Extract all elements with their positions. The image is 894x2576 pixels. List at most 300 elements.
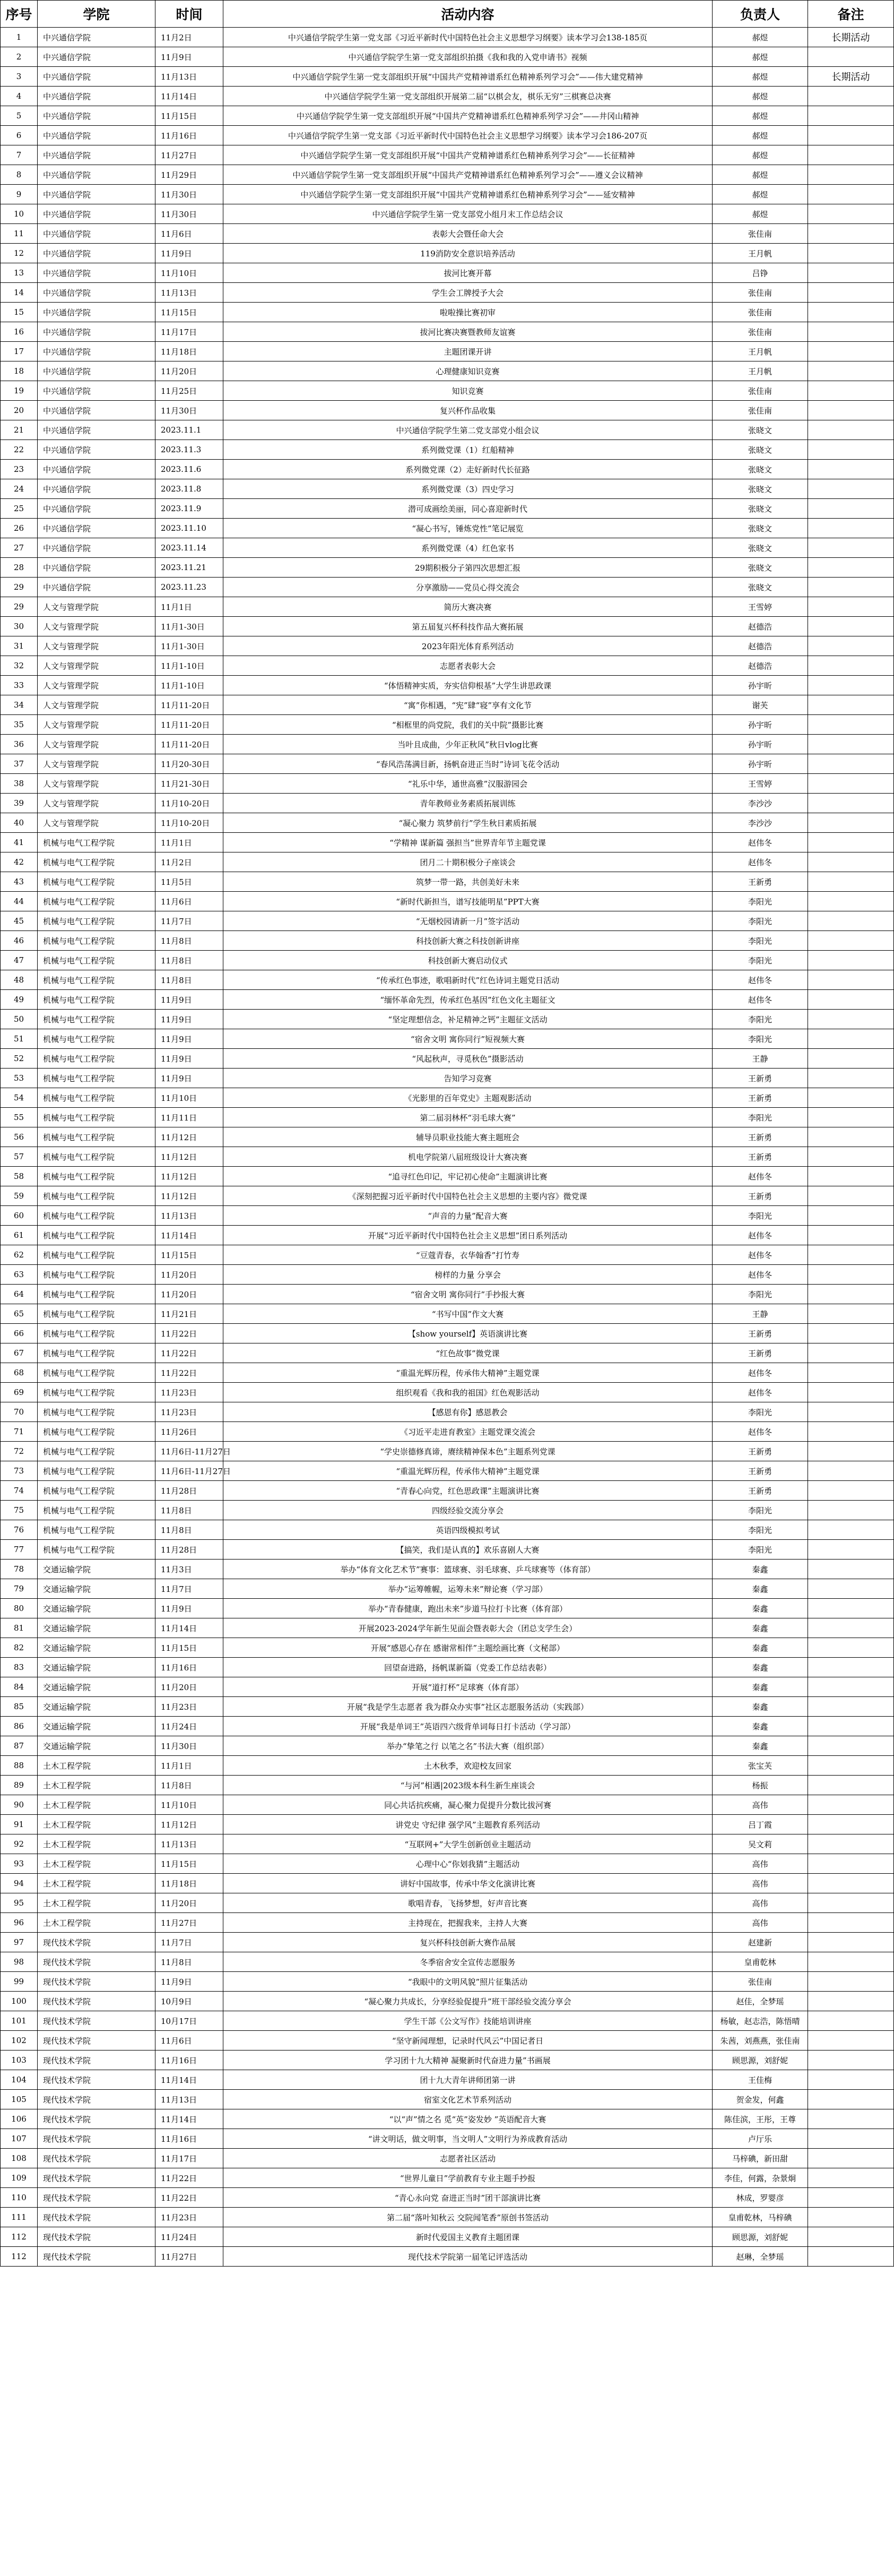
cell-no: 44 (1, 892, 38, 911)
cell-note (808, 636, 894, 656)
cell-college: 机械与电气工程学院 (38, 1069, 155, 1088)
cell-responsible: 张佳南 (713, 1972, 808, 1992)
table-row (1, 1658, 894, 1677)
cell-college: 机械与电气工程学院 (38, 1206, 155, 1226)
cell-responsible: 顾思源，刘舒妮 (713, 2051, 808, 2070)
cell-note (808, 951, 894, 970)
cell-activity: 宿室文化艺术节系列活动 (223, 2090, 713, 2109)
cell-activity: 系列微党课（3）四史学习 (223, 479, 713, 499)
table-row (1, 499, 894, 519)
cell-no: 6 (1, 126, 38, 145)
cell-time: 11月23日 (155, 1697, 223, 1717)
cell-note (808, 1324, 894, 1343)
cell-responsible: 高伟 (713, 1854, 808, 1874)
cell-note: 长期活动 (808, 67, 894, 87)
cell-college: 人文与管理学院 (38, 617, 155, 636)
table-row (1, 617, 894, 636)
cell-activity: 中兴通信学院学生第一党支部组织开展“中国共产党精神谱系红色精神系列学习会”——伟大建党精神 (223, 67, 713, 87)
table-row (1, 1481, 894, 1501)
cell-note (808, 1343, 894, 1363)
table-row (1, 1952, 894, 1972)
cell-college: 现代技术学院 (38, 1952, 155, 1972)
cell-responsible: 赵德浩 (713, 656, 808, 676)
cell-time: 11月8日 (155, 1520, 223, 1540)
cell-note (808, 1717, 894, 1736)
cell-activity: 【搞笑，我们是认真的】欢乐喜剧人大赛 (223, 1540, 713, 1560)
cell-activity: 中兴通信学院学生第一党支部组织开展“中国共产党精神谱系红色精神系列学习会”——井冈山精神 (223, 106, 713, 126)
cell-no: 17 (1, 342, 38, 361)
header-no: 序号 (1, 1, 38, 28)
table-row (1, 833, 894, 852)
cell-college: 中兴通信学院 (38, 578, 155, 597)
cell-responsible: 赵伟冬 (713, 1167, 808, 1186)
cell-note (808, 1697, 894, 1717)
cell-activity: 复兴杯作品收集 (223, 401, 713, 420)
table-body (1, 28, 894, 2267)
cell-responsible: 王静 (713, 1304, 808, 1324)
cell-college: 机械与电气工程学院 (38, 833, 155, 852)
cell-note (808, 892, 894, 911)
table-row (1, 361, 894, 381)
cell-time: 11月22日 (155, 2168, 223, 2188)
cell-college: 现代技术学院 (38, 2031, 155, 2051)
cell-responsible: 王佳梅 (713, 2070, 808, 2090)
cell-college: 机械与电气工程学院 (38, 1383, 155, 1402)
cell-activity: 《习近平走进育教室》主题党课交流会 (223, 1422, 713, 1442)
cell-college: 人文与管理学院 (38, 676, 155, 695)
cell-time: 11月6日 (155, 224, 223, 244)
cell-college: 土木工程学院 (38, 1795, 155, 1815)
cell-college: 机械与电气工程学院 (38, 1461, 155, 1481)
cell-responsible: 孙宇昕 (713, 735, 808, 754)
cell-activity: 中兴通信学院学生第一党支部组织开展“中国共产党精神谱系红色精神系列学习会”——遵义会议精神 (223, 165, 713, 185)
cell-activity: “重温光辉历程，传承伟大精神”主题党课 (223, 1363, 713, 1383)
cell-note (808, 1913, 894, 1933)
cell-activity: “重温光辉历程，传承伟大精神”主题党课 (223, 1461, 713, 1481)
cell-college: 机械与电气工程学院 (38, 1167, 155, 1186)
cell-college: 现代技术学院 (38, 2090, 155, 2109)
cell-activity: 当叶且成曲，少年正秋风”秋日vlog比赛 (223, 735, 713, 754)
cell-note (808, 1677, 894, 1697)
table-row (1, 440, 894, 460)
cell-college: 中兴通信学院 (38, 538, 155, 558)
cell-note (808, 1049, 894, 1069)
table-row (1, 1010, 894, 1029)
cell-time: 11月9日 (155, 990, 223, 1010)
table-row (1, 67, 894, 87)
cell-note (808, 970, 894, 990)
table-row (1, 2090, 894, 2109)
cell-college: 现代技术学院 (38, 2208, 155, 2227)
cell-time: 11月16日 (155, 2051, 223, 2070)
cell-time: 11月13日 (155, 283, 223, 303)
cell-activity: 土木秋季，欢迎校友回家 (223, 1756, 713, 1776)
cell-note (808, 735, 894, 754)
cell-responsible: 王新勇 (713, 1147, 808, 1167)
cell-college: 交通运输学院 (38, 1697, 155, 1717)
cell-note (808, 361, 894, 381)
cell-responsible: 李阳光 (713, 892, 808, 911)
cell-college: 中兴通信学院 (38, 185, 155, 204)
cell-responsible: 王新勇 (713, 1343, 808, 1363)
cell-time: 2023.11.14 (155, 538, 223, 558)
table-row (1, 2149, 894, 2168)
table-row (1, 1108, 894, 1127)
cell-no: 22 (1, 440, 38, 460)
cell-responsible: 张晓文 (713, 519, 808, 538)
cell-responsible: 朱茜，刘燕燕，张佳南 (713, 2031, 808, 2051)
table-row (1, 2051, 894, 2070)
cell-activity: “追寻红色印记，牢记初心使命”主题演讲比赛 (223, 1167, 713, 1186)
cell-no: 72 (1, 1442, 38, 1461)
table-row (1, 1579, 894, 1599)
cell-college: 机械与电气工程学院 (38, 1088, 155, 1108)
cell-time: 11月23日 (155, 1383, 223, 1402)
cell-no: 33 (1, 676, 38, 695)
cell-time: 11月17日 (155, 322, 223, 342)
cell-no: 99 (1, 1972, 38, 1992)
cell-college: 现代技术学院 (38, 2168, 155, 2188)
cell-no: 93 (1, 1854, 38, 1874)
cell-time: 11月28日 (155, 1540, 223, 1560)
cell-note (808, 1933, 894, 1952)
cell-responsible: 马梓碘，新田甜 (713, 2149, 808, 2168)
cell-note (808, 1029, 894, 1049)
cell-responsible: 皇甫乾林，马梓碘 (713, 2208, 808, 2227)
table-row (1, 2208, 894, 2227)
cell-time: 11月1日 (155, 597, 223, 617)
cell-note (808, 322, 894, 342)
cell-time: 11月6日 (155, 892, 223, 911)
cell-activity: “相框里的尚党院，我们的关中院”摄影比赛 (223, 715, 713, 735)
cell-responsible: 王新勇 (713, 1069, 808, 1088)
cell-note (808, 2247, 894, 2267)
cell-responsible: 高伟 (713, 1874, 808, 1893)
cell-responsible: 张晓文 (713, 460, 808, 479)
cell-no: 63 (1, 1265, 38, 1285)
table-row (1, 2188, 894, 2208)
table-row (1, 1285, 894, 1304)
cell-activity: “缅怀革命先烈，传承红色基因”红色文化主题征文 (223, 990, 713, 1010)
cell-note (808, 794, 894, 813)
cell-no: 24 (1, 479, 38, 499)
cell-activity: “我眼中的文明风貌”照片征集活动 (223, 1972, 713, 1992)
table-header (1, 1, 894, 28)
cell-responsible: 赵伟冬 (713, 852, 808, 872)
cell-college: 中兴通信学院 (38, 67, 155, 87)
cell-responsible: 高伟 (713, 1893, 808, 1913)
cell-note (808, 479, 894, 499)
table-row (1, 951, 894, 970)
cell-activity: 开展“我是单词王”英语四六级背单词每日打卡活动（学习部） (223, 1717, 713, 1736)
cell-time: 11月22日 (155, 1363, 223, 1383)
cell-college: 中兴通信学院 (38, 244, 155, 263)
cell-activity: 拔河比赛开幕 (223, 263, 713, 283)
cell-college: 机械与电气工程学院 (38, 1265, 155, 1285)
cell-note (808, 145, 894, 165)
cell-college: 中兴通信学院 (38, 361, 155, 381)
cell-no: 9 (1, 185, 38, 204)
cell-note (808, 1206, 894, 1226)
cell-time: 2023.11.23 (155, 578, 223, 597)
table-row (1, 1795, 894, 1815)
cell-responsible: 李阳光 (713, 1520, 808, 1540)
cell-time: 11月1日 (155, 1756, 223, 1776)
cell-activity: 学生会工牌授予大会 (223, 283, 713, 303)
table-row (1, 1422, 894, 1442)
cell-time: 11月12日 (155, 1147, 223, 1167)
cell-responsible: 赵伟冬 (713, 970, 808, 990)
cell-activity: 开展“习近平新时代中国特色社会主义思想”团日系列活动 (223, 1226, 713, 1245)
cell-responsible: 吕丁霞 (713, 1815, 808, 1834)
cell-responsible: 赵伟冬 (713, 833, 808, 852)
table-row (1, 695, 894, 715)
cell-activity: “宿舍文明 寓你同行”手抄报大赛 (223, 1285, 713, 1304)
cell-activity: 系列微党课（4）红色家书 (223, 538, 713, 558)
cell-college: 机械与电气工程学院 (38, 931, 155, 951)
cell-time: 11月9日 (155, 1069, 223, 1088)
table-row (1, 204, 894, 224)
cell-note (808, 47, 894, 67)
cell-activity: “寓”你相遇，“宪”肆“寝”享有文化节 (223, 695, 713, 715)
cell-time: 11月8日 (155, 1952, 223, 1972)
cell-activity: 中兴通信学院学生第一党支部《习近平新时代中国特色社会主义思想学习纲要》读本学习会138-185页 (223, 28, 713, 47)
cell-activity: “书写中国”作文大赛 (223, 1304, 713, 1324)
table-row (1, 28, 894, 47)
cell-note (808, 244, 894, 263)
table-row (1, 2168, 894, 2188)
cell-note (808, 1992, 894, 2011)
cell-time: 11月8日 (155, 970, 223, 990)
cell-note (808, 2031, 894, 2051)
cell-time: 11月1日 (155, 833, 223, 852)
cell-note (808, 1285, 894, 1304)
table-row (1, 990, 894, 1010)
cell-no: 91 (1, 1815, 38, 1834)
cell-college: 机械与电气工程学院 (38, 911, 155, 931)
cell-activity: “学精神 谋新篇 强担当”世界青年节主题党课 (223, 833, 713, 852)
cell-time: 11月8日 (155, 951, 223, 970)
cell-time: 11月29日 (155, 165, 223, 185)
cell-activity: 志愿者表彰大会 (223, 656, 713, 676)
table-row (1, 401, 894, 420)
cell-college: 机械与电气工程学院 (38, 1029, 155, 1049)
cell-time: 11月12日 (155, 1815, 223, 1834)
cell-note (808, 1579, 894, 1599)
cell-time: 11月22日 (155, 1324, 223, 1343)
cell-no: 42 (1, 852, 38, 872)
cell-college: 中兴通信学院 (38, 87, 155, 106)
cell-college: 现代技术学院 (38, 1972, 155, 1992)
cell-activity: “体悟精神实质，夯实信仰根基”大学生讲思政课 (223, 676, 713, 695)
cell-time: 11月30日 (155, 401, 223, 420)
cell-responsible: 张佳南 (713, 401, 808, 420)
cell-no: 101 (1, 2011, 38, 2031)
cell-note (808, 1736, 894, 1756)
cell-note (808, 204, 894, 224)
table-row (1, 1069, 894, 1088)
cell-no: 106 (1, 2109, 38, 2129)
cell-responsible: 郝煜 (713, 106, 808, 126)
cell-time: 11月14日 (155, 2070, 223, 2090)
table-row (1, 1442, 894, 1461)
cell-note (808, 381, 894, 401)
cell-activity: 第二届“落叶知秋云 交院闻笔香”原创书签活动 (223, 2208, 713, 2227)
table-row (1, 185, 894, 204)
cell-college: 现代技术学院 (38, 2227, 155, 2247)
cell-note (808, 2149, 894, 2168)
cell-college: 人文与管理学院 (38, 597, 155, 617)
cell-responsible: 郝煜 (713, 185, 808, 204)
cell-time: 11月12日 (155, 1167, 223, 1186)
cell-college: 人文与管理学院 (38, 636, 155, 656)
cell-no: 82 (1, 1638, 38, 1658)
cell-no: 60 (1, 1206, 38, 1226)
cell-responsible: 秦鑫 (713, 1599, 808, 1618)
cell-activity: “坚守新闻理想，记录时代风云”中国记者日 (223, 2031, 713, 2051)
cell-time: 11月16日 (155, 1658, 223, 1677)
cell-activity: “以“声”情之名 觅“英”姿发妙 ”英语配音大赛 (223, 2109, 713, 2129)
cell-activity: 【感恩有你】感恩教会 (223, 1402, 713, 1422)
cell-responsible: 赵伟冬 (713, 1422, 808, 1442)
cell-note (808, 1461, 894, 1481)
cell-note (808, 1402, 894, 1422)
cell-college: 现代技术学院 (38, 2109, 155, 2129)
table-row (1, 342, 894, 361)
cell-note (808, 1304, 894, 1324)
cell-college: 机械与电气工程学院 (38, 892, 155, 911)
cell-no: 11 (1, 224, 38, 244)
cell-no: 87 (1, 1736, 38, 1756)
cell-responsible: 张佳南 (713, 303, 808, 322)
cell-no: 12 (1, 244, 38, 263)
cell-note (808, 1834, 894, 1854)
cell-time: 11月18日 (155, 1874, 223, 1893)
cell-no: 21 (1, 420, 38, 440)
cell-note (808, 1638, 894, 1658)
cell-responsible: 李沙沙 (713, 813, 808, 833)
cell-no: 56 (1, 1127, 38, 1147)
cell-responsible: 顾思源，刘舒妮 (713, 2227, 808, 2247)
cell-college: 土木工程学院 (38, 1893, 155, 1913)
cell-college: 中兴通信学院 (38, 303, 155, 322)
cell-activity: 举办“运筹帷幄，运筹未来”辩论赛（学习部） (223, 1579, 713, 1599)
cell-no: 111 (1, 2208, 38, 2227)
cell-no: 62 (1, 1245, 38, 1265)
cell-responsible: 李佳，何露，杂景炯 (713, 2168, 808, 2188)
cell-activity: 科技创新大赛之科技创新讲座 (223, 931, 713, 951)
table-row (1, 145, 894, 165)
cell-activity: 中兴通信学院学生第一党支部《习近平新时代中国特色社会主义思想学习纲要》读本学习会186-207页 (223, 126, 713, 145)
table-row (1, 322, 894, 342)
cell-college: 机械与电气工程学院 (38, 1422, 155, 1442)
cell-college: 机械与电气工程学院 (38, 1343, 155, 1363)
cell-responsible: 吕铮 (713, 263, 808, 283)
cell-college: 机械与电气工程学院 (38, 1226, 155, 1245)
cell-no: 48 (1, 970, 38, 990)
table-row (1, 656, 894, 676)
cell-activity: 学生干部《公文写作》技能培训讲座 (223, 2011, 713, 2031)
cell-no: 109 (1, 2168, 38, 2188)
cell-note (808, 1127, 894, 1147)
table-row (1, 87, 894, 106)
table-row (1, 126, 894, 145)
cell-note (808, 2109, 894, 2129)
cell-responsible: 秦鑫 (713, 1658, 808, 1677)
cell-responsible: 王雪婷 (713, 774, 808, 794)
cell-college: 中兴通信学院 (38, 145, 155, 165)
cell-note (808, 852, 894, 872)
cell-no: 112 (1, 2247, 38, 2267)
cell-responsible: 张晓文 (713, 558, 808, 578)
cell-no: 74 (1, 1481, 38, 1501)
cell-activity: 团月二十期积极分子座谈会 (223, 852, 713, 872)
cell-college: 现代技术学院 (38, 1933, 155, 1952)
cell-college: 交通运输学院 (38, 1560, 155, 1579)
cell-time: 11月20日 (155, 1285, 223, 1304)
table-row (1, 1206, 894, 1226)
table-row (1, 1226, 894, 1245)
cell-note (808, 2227, 894, 2247)
cell-no: 5 (1, 106, 38, 126)
cell-college: 中兴通信学院 (38, 204, 155, 224)
cell-time: 11月13日 (155, 1206, 223, 1226)
cell-activity: 英语四级模拟考试 (223, 1520, 713, 1540)
cell-responsible: 李阳光 (713, 911, 808, 931)
cell-activity: 《光影里的百年党史》主题观影活动 (223, 1088, 713, 1108)
cell-responsible: 李阳光 (713, 1206, 808, 1226)
cell-activity: 机电学院第八届班级设计大赛决赛 (223, 1147, 713, 1167)
table-row (1, 1677, 894, 1697)
cell-activity: 119消防安全意识培养活动 (223, 244, 713, 263)
cell-activity: 同心共话抗疾痛，凝心聚力促提升分数比拔河赛 (223, 1795, 713, 1815)
cell-time: 11月15日 (155, 1638, 223, 1658)
cell-time: 11月11日 (155, 1108, 223, 1127)
cell-responsible: 张佳南 (713, 224, 808, 244)
table-row (1, 636, 894, 656)
cell-college: 人文与管理学院 (38, 774, 155, 794)
cell-activity: 潜可成画绘美丽，同心喜迎新时代 (223, 499, 713, 519)
cell-college: 交通运输学院 (38, 1618, 155, 1638)
cell-note (808, 1520, 894, 1540)
cell-note (808, 931, 894, 951)
table-row (1, 911, 894, 931)
cell-activity: 筑梦一带一路，共创美好未来 (223, 872, 713, 892)
cell-responsible: 赵德浩 (713, 617, 808, 636)
cell-time: 11月7日 (155, 911, 223, 931)
cell-college: 机械与电气工程学院 (38, 1010, 155, 1029)
table-row (1, 2031, 894, 2051)
cell-responsible: 王新勇 (713, 1461, 808, 1481)
cell-no: 3 (1, 67, 38, 87)
cell-college: 土木工程学院 (38, 1913, 155, 1933)
cell-responsible: 赵伟冬 (713, 1245, 808, 1265)
cell-note (808, 460, 894, 479)
cell-no: 29 (1, 597, 38, 617)
cell-activity: 【show yourself】英语演讲比赛 (223, 1324, 713, 1343)
table-row (1, 931, 894, 951)
cell-responsible: 郝煜 (713, 165, 808, 185)
header-note: 备注 (808, 1, 894, 28)
cell-responsible: 皇甫乾林 (713, 1952, 808, 1972)
cell-college: 中兴通信学院 (38, 283, 155, 303)
cell-note (808, 1010, 894, 1029)
cell-activity: 举办“青春健康，跑出未来”步道马拉打卡比赛（体育部） (223, 1599, 713, 1618)
cell-activity: “红色故事”微党课 (223, 1343, 713, 1363)
cell-activity: “宿舍文明 寓你同行”短视频大赛 (223, 1029, 713, 1049)
table-row (1, 1265, 894, 1285)
cell-no: 20 (1, 401, 38, 420)
